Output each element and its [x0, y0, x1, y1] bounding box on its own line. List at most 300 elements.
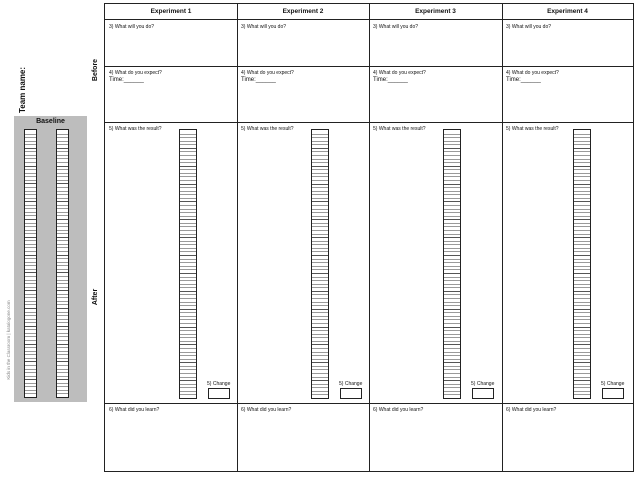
scale-tick	[25, 169, 36, 170]
scale-tick	[312, 309, 328, 310]
scale-tick	[312, 291, 328, 292]
experiment-4-result-scale	[573, 129, 591, 399]
scale-tick	[57, 365, 68, 366]
scale-tick	[180, 287, 196, 288]
scale-tick	[444, 273, 460, 274]
scale-tick	[574, 366, 590, 367]
scale-tick	[25, 173, 36, 174]
experiment-1-time-field[interactable]: Time:______	[109, 77, 144, 83]
scale-tick	[312, 141, 328, 142]
experiment-4-change-label: 5) Change	[601, 381, 625, 387]
after-section-label: After	[92, 288, 99, 306]
scale-tick	[180, 209, 196, 210]
scale-tick	[25, 344, 36, 345]
scale-tick	[25, 301, 36, 302]
scale-tick	[312, 144, 328, 145]
scale-tick	[574, 273, 590, 274]
scale-tick	[57, 344, 68, 345]
scale-tick	[25, 372, 36, 373]
scale-tick	[574, 166, 590, 167]
scale-tick	[444, 198, 460, 199]
experiment-3-expect-prompt: 4) What do you expect?	[373, 70, 426, 76]
scale-tick	[312, 391, 328, 392]
experiment-4-will-do-prompt: 3) What will you do?	[506, 24, 552, 30]
scale-tick	[444, 316, 460, 317]
scale-tick	[574, 305, 590, 306]
scale-tick	[312, 298, 328, 299]
scale-tick	[25, 262, 36, 263]
scale-tick	[180, 259, 196, 260]
scale-tick	[180, 226, 196, 227]
scale-tick	[312, 344, 328, 345]
scale-tick	[444, 180, 460, 181]
scale-tick	[25, 137, 36, 138]
experiment-3-title: Experiment 3	[415, 8, 456, 15]
scale-tick	[312, 369, 328, 370]
scale-tick	[574, 280, 590, 281]
scale-tick	[57, 383, 68, 384]
scale-tick	[444, 184, 460, 185]
scale-tick	[57, 223, 68, 224]
scale-tick	[312, 327, 328, 328]
scale-tick	[444, 387, 460, 388]
scale-tick	[25, 134, 36, 135]
scale-tick	[312, 259, 328, 260]
scale-tick	[57, 173, 68, 174]
scale-tick	[25, 379, 36, 380]
scale-tick	[180, 391, 196, 392]
scale-tick	[444, 302, 460, 303]
scale-tick	[444, 284, 460, 285]
scale-tick	[180, 291, 196, 292]
scale-tick	[574, 277, 590, 278]
experiment-1-learn-prompt: 6) What did you learn?	[109, 407, 160, 413]
scale-tick	[444, 166, 460, 167]
scale-tick	[444, 277, 460, 278]
experiment-1-result-prompt: 5) What was the result?	[109, 126, 162, 132]
scale-tick	[574, 244, 590, 245]
scale-tick	[444, 327, 460, 328]
scale-tick	[444, 323, 460, 324]
scale-tick	[574, 373, 590, 374]
scale-tick	[574, 212, 590, 213]
scale-tick	[444, 266, 460, 267]
scale-tick	[180, 380, 196, 381]
scale-tick	[574, 159, 590, 160]
scale-tick	[180, 284, 196, 285]
scale-tick	[25, 187, 36, 188]
scale-tick	[574, 176, 590, 177]
experiment-3-change-box[interactable]	[472, 388, 494, 399]
scale-tick	[25, 276, 36, 277]
scale-tick	[25, 212, 36, 213]
experiment-1-change-box[interactable]	[208, 388, 230, 399]
scale-tick	[57, 393, 68, 394]
scale-tick	[25, 390, 36, 391]
experiment-1-expect-prompt: 4) What do you expect?	[109, 70, 162, 76]
scale-tick	[180, 255, 196, 256]
scale-tick	[444, 241, 460, 242]
scale-tick	[444, 341, 460, 342]
baseline-title: Baseline	[36, 118, 65, 125]
scale-tick	[57, 244, 68, 245]
scale-tick	[180, 348, 196, 349]
scale-tick	[444, 141, 460, 142]
scale-tick	[312, 355, 328, 356]
scale-tick	[444, 212, 460, 213]
scale-tick	[574, 384, 590, 385]
scale-tick	[180, 198, 196, 199]
scale-tick	[57, 208, 68, 209]
scale-tick	[312, 226, 328, 227]
scale-tick	[312, 205, 328, 206]
experiment-3-change-label: 5) Change	[471, 381, 495, 387]
scale-tick	[25, 361, 36, 362]
scale-tick	[574, 151, 590, 152]
scale-tick	[25, 283, 36, 284]
scale-tick	[57, 283, 68, 284]
scale-tick	[574, 302, 590, 303]
scale-tick	[180, 316, 196, 317]
scale-tick	[574, 352, 590, 353]
scale-tick	[57, 183, 68, 184]
scale-tick	[57, 287, 68, 288]
scale-tick	[312, 191, 328, 192]
scale-tick	[57, 219, 68, 220]
scale-tick	[444, 380, 460, 381]
scale-tick	[180, 134, 196, 135]
scale-tick	[312, 209, 328, 210]
scale-tick	[25, 176, 36, 177]
scale-tick	[25, 326, 36, 327]
scale-tick	[180, 337, 196, 338]
scale-tick	[444, 298, 460, 299]
scale-tick	[57, 201, 68, 202]
scale-tick	[25, 258, 36, 259]
scale-tick	[25, 312, 36, 313]
scale-tick	[312, 352, 328, 353]
experiment-4-time-field[interactable]: Time:______	[506, 77, 541, 83]
scale-tick	[25, 191, 36, 192]
scale-tick	[180, 241, 196, 242]
scale-tick	[574, 330, 590, 331]
scale-tick	[444, 251, 460, 252]
scale-tick	[444, 309, 460, 310]
scale-tick	[444, 305, 460, 306]
scale-tick	[25, 304, 36, 305]
scale-tick	[180, 302, 196, 303]
scale-tick	[574, 316, 590, 317]
scale-tick	[57, 134, 68, 135]
scale-tick	[444, 291, 460, 292]
scale-tick	[57, 297, 68, 298]
scale-tick	[25, 269, 36, 270]
scale-tick	[57, 251, 68, 252]
scale-tick	[57, 226, 68, 227]
scale-tick	[180, 352, 196, 353]
scale-tick	[180, 269, 196, 270]
scale-tick	[25, 329, 36, 330]
scale-tick	[180, 201, 196, 202]
scale-tick	[57, 354, 68, 355]
scale-tick	[312, 248, 328, 249]
scale-tick	[25, 386, 36, 387]
scale-tick	[25, 230, 36, 231]
scale-tick	[57, 169, 68, 170]
baseline-scale-right	[56, 129, 69, 398]
scale-tick	[180, 144, 196, 145]
scale-tick	[57, 312, 68, 313]
scale-tick	[312, 334, 328, 335]
scale-tick	[444, 334, 460, 335]
scale-tick	[574, 344, 590, 345]
scale-tick	[180, 312, 196, 313]
scale-tick	[444, 330, 460, 331]
scale-tick	[574, 173, 590, 174]
scale-tick	[312, 312, 328, 313]
scale-tick	[312, 380, 328, 381]
scale-tick	[444, 394, 460, 395]
scale-tick	[180, 176, 196, 177]
scale-tick	[25, 247, 36, 248]
scale-tick	[180, 294, 196, 295]
scale-tick	[312, 137, 328, 138]
scale-tick	[57, 333, 68, 334]
scale-tick	[57, 376, 68, 377]
experiment-1-change-label: 5) Change	[207, 381, 231, 387]
scale-tick	[25, 336, 36, 337]
scale-tick	[25, 162, 36, 163]
scale-tick	[57, 347, 68, 348]
experiment-1-result-scale	[179, 129, 197, 399]
scale-tick	[444, 362, 460, 363]
scale-tick	[180, 262, 196, 263]
scale-tick	[180, 166, 196, 167]
scale-tick	[57, 247, 68, 248]
scale-tick	[574, 291, 590, 292]
scale-tick	[444, 248, 460, 249]
scale-tick	[57, 262, 68, 263]
scale-tick	[312, 348, 328, 349]
scale-tick	[444, 148, 460, 149]
experiment-3-learn-prompt: 6) What did you learn?	[373, 407, 424, 413]
experiment-2-result-prompt: 5) What was the result?	[241, 126, 294, 132]
scale-tick	[574, 201, 590, 202]
scale-tick	[444, 201, 460, 202]
scale-tick	[444, 191, 460, 192]
experiment-4-result-prompt: 5) What was the result?	[506, 126, 559, 132]
experiment-1-will-do-prompt: 3) What will you do?	[109, 24, 155, 30]
scale-tick	[57, 276, 68, 277]
scale-tick	[444, 294, 460, 295]
scale-tick	[574, 251, 590, 252]
scale-tick	[574, 205, 590, 206]
scale-tick	[444, 159, 460, 160]
scale-tick	[444, 359, 460, 360]
scale-tick	[444, 162, 460, 163]
scale-tick	[574, 180, 590, 181]
scale-tick	[574, 237, 590, 238]
scale-tick	[574, 319, 590, 320]
scale-tick	[312, 134, 328, 135]
scale-tick	[57, 315, 68, 316]
scale-tick	[57, 212, 68, 213]
scale-tick	[57, 205, 68, 206]
scale-tick	[444, 255, 460, 256]
scale-tick	[312, 230, 328, 231]
scale-tick	[57, 141, 68, 142]
scale-tick	[180, 141, 196, 142]
scale-tick	[57, 158, 68, 159]
scale-tick	[444, 237, 460, 238]
scale-tick	[444, 205, 460, 206]
scale-tick	[574, 327, 590, 328]
scale-tick	[57, 369, 68, 370]
experiment-2-expect-prompt: 4) What do you expect?	[241, 70, 294, 76]
scale-tick	[574, 334, 590, 335]
scale-tick	[57, 372, 68, 373]
scale-tick	[180, 234, 196, 235]
scale-tick	[444, 169, 460, 170]
scale-tick	[180, 191, 196, 192]
before-section-label: Before	[92, 58, 99, 82]
scale-tick	[180, 305, 196, 306]
scale-tick	[25, 141, 36, 142]
scale-tick	[57, 166, 68, 167]
scale-tick	[444, 234, 460, 235]
scale-tick	[574, 255, 590, 256]
scale-tick	[574, 155, 590, 156]
scale-tick	[574, 284, 590, 285]
scale-tick	[312, 255, 328, 256]
scale-tick	[57, 255, 68, 256]
scale-tick	[57, 386, 68, 387]
experiment-2-time-field[interactable]: Time:______	[241, 77, 276, 83]
scale-tick	[57, 198, 68, 199]
scale-tick	[312, 262, 328, 263]
scale-tick	[444, 244, 460, 245]
scale-tick	[574, 380, 590, 381]
scale-tick	[180, 266, 196, 267]
scale-tick	[180, 355, 196, 356]
scale-tick	[312, 359, 328, 360]
scale-tick	[25, 290, 36, 291]
scale-tick	[312, 166, 328, 167]
scale-tick	[57, 301, 68, 302]
scale-tick	[312, 387, 328, 388]
scale-tick	[574, 144, 590, 145]
scale-tick	[444, 219, 460, 220]
scale-tick	[574, 323, 590, 324]
scale-tick	[574, 337, 590, 338]
scale-tick	[574, 391, 590, 392]
row-divider	[105, 403, 633, 404]
scale-tick	[57, 308, 68, 309]
scale-tick	[25, 226, 36, 227]
experiment-3-result-prompt: 5) What was the result?	[373, 126, 426, 132]
scale-tick	[444, 137, 460, 138]
credit-text: Kids in the Classroom | katalogone.com	[6, 300, 11, 380]
experiment-1-title: Experiment 1	[150, 8, 192, 15]
scale-tick	[312, 251, 328, 252]
scale-tick	[25, 376, 36, 377]
scale-tick	[25, 358, 36, 359]
scale-tick	[444, 223, 460, 224]
scale-tick	[574, 248, 590, 249]
scale-tick	[312, 362, 328, 363]
scale-tick	[574, 234, 590, 235]
scale-tick	[574, 259, 590, 260]
scale-tick	[57, 358, 68, 359]
scale-tick	[180, 230, 196, 231]
scale-tick	[574, 187, 590, 188]
scale-tick	[574, 141, 590, 142]
scale-tick	[312, 269, 328, 270]
scale-tick	[312, 159, 328, 160]
scale-tick	[57, 336, 68, 337]
row-divider	[105, 122, 633, 123]
scale-tick	[180, 330, 196, 331]
scale-tick	[312, 323, 328, 324]
scale-tick	[312, 187, 328, 188]
scale-tick	[57, 290, 68, 291]
scale-tick	[574, 223, 590, 224]
scale-tick	[574, 262, 590, 263]
scale-tick	[57, 191, 68, 192]
scale-tick	[444, 366, 460, 367]
scale-tick	[444, 269, 460, 270]
scale-tick	[312, 319, 328, 320]
scale-tick	[312, 194, 328, 195]
experiment-2-will-do-prompt: 3) What will you do?	[241, 24, 287, 30]
scale-tick	[574, 269, 590, 270]
scale-tick	[574, 198, 590, 199]
scale-tick	[57, 230, 68, 231]
column-divider	[369, 4, 370, 471]
scale-tick	[57, 265, 68, 266]
scale-tick	[25, 144, 36, 145]
scale-tick	[312, 373, 328, 374]
scale-tick	[25, 180, 36, 181]
scale-tick	[25, 205, 36, 206]
scale-tick	[444, 151, 460, 152]
experiment-3-time-field[interactable]: Time:______	[373, 77, 408, 83]
scale-tick	[180, 366, 196, 367]
scale-tick	[25, 383, 36, 384]
scale-tick	[57, 272, 68, 273]
team-name-label: Team name:	[18, 66, 27, 114]
scale-tick	[25, 240, 36, 241]
experiment-2-change-box[interactable]	[340, 388, 362, 399]
scale-tick	[57, 233, 68, 234]
scale-tick	[574, 369, 590, 370]
scale-tick	[57, 155, 68, 156]
scale-tick	[57, 304, 68, 305]
scale-tick	[312, 234, 328, 235]
scale-tick	[574, 287, 590, 288]
scale-tick	[312, 330, 328, 331]
scale-tick	[57, 340, 68, 341]
scale-tick	[25, 322, 36, 323]
experiment-4-change-box[interactable]	[602, 388, 624, 399]
scale-tick	[574, 377, 590, 378]
scale-tick	[312, 201, 328, 202]
experiment-3-result-scale	[443, 129, 461, 399]
scale-tick	[25, 155, 36, 156]
scale-tick	[180, 341, 196, 342]
scale-tick	[312, 169, 328, 170]
scale-tick	[180, 377, 196, 378]
